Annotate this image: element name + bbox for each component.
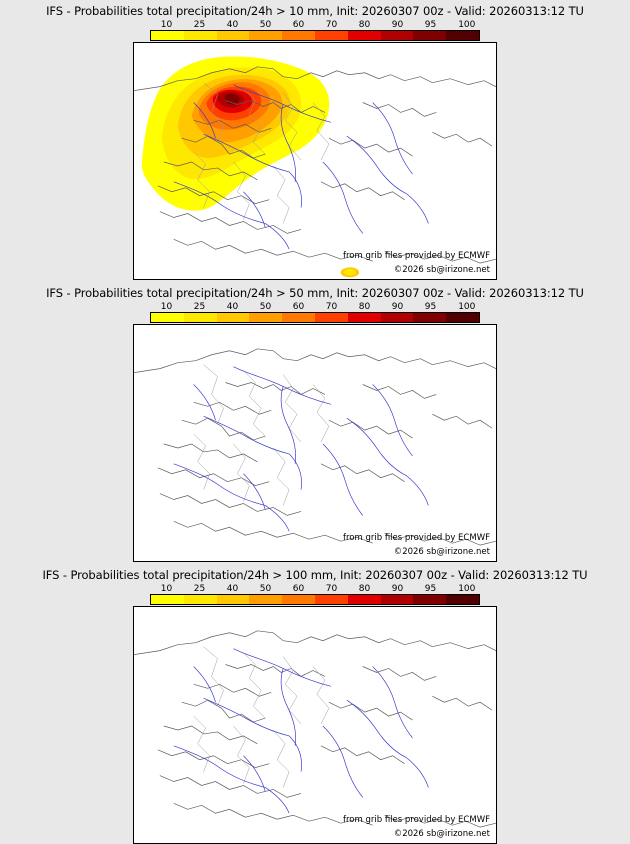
cb-tick-100: 100 — [458, 20, 476, 30]
cb-swatch-9 — [413, 313, 446, 322]
forecast-panel-100mm — [0, 564, 630, 844]
cb-tick-25: 25 — [193, 584, 206, 594]
colorbar-gradient-100mm — [150, 594, 480, 605]
cb-swatch-10 — [446, 31, 479, 40]
cb-swatch-4 — [249, 595, 282, 604]
cb-tick-100: 100 — [458, 584, 476, 594]
cb-swatch-2 — [184, 595, 217, 604]
cb-swatch-2 — [184, 313, 217, 322]
cb-tick-60: 60 — [292, 20, 305, 30]
colorbar-gradient-10mm — [150, 30, 480, 41]
map-graphic-100mm — [134, 607, 496, 843]
cb-tick-60: 60 — [292, 302, 305, 312]
forecast-panel-10mm — [0, 0, 630, 280]
cb-tick-80: 80 — [358, 302, 371, 312]
cb-tick-95: 95 — [424, 584, 437, 594]
cb-swatch-7 — [348, 31, 381, 40]
cb-tick-80: 80 — [358, 584, 371, 594]
cb-swatch-2 — [184, 31, 217, 40]
coastline-layer — [134, 349, 496, 545]
panel-title-50mm: IFS - Probabilities total precipitation/24h > 50 mm, Init: 20260307 00z - Valid: 20260313:12 TU — [46, 286, 584, 300]
credit-ecmwf-50mm: from grib files provided by ECMWF — [343, 533, 490, 543]
cb-swatch-9 — [413, 31, 446, 40]
map-graphic-10mm — [134, 43, 496, 279]
cb-tick-25: 25 — [193, 302, 206, 312]
credit-ecmwf-100mm: from grib files provided by ECMWF — [343, 815, 490, 825]
coastline-layer — [134, 631, 496, 827]
admin-boundaries-layer — [194, 365, 329, 506]
cb-tick-50: 50 — [259, 20, 272, 30]
cb-swatch-1 — [151, 595, 184, 604]
cb-swatch-4 — [249, 313, 282, 322]
cb-tick-70: 70 — [325, 302, 338, 312]
cb-swatch-6 — [315, 31, 348, 40]
colorbar-ticklabels-10mm — [150, 20, 480, 30]
cb-swatch-1 — [151, 313, 184, 322]
cb-swatch-4 — [249, 31, 282, 40]
cb-tick-40: 40 — [226, 584, 239, 594]
colorbar-ticklabels-100mm — [150, 584, 480, 594]
cb-swatch-5 — [282, 595, 315, 604]
cb-swatch-3 — [217, 31, 250, 40]
cb-tick-90: 90 — [391, 584, 404, 594]
admin-boundaries-layer — [194, 647, 329, 788]
panel-title-10mm: IFS - Probabilities total precipitation/24h > 10 mm, Init: 20260307 00z - Valid: 20260313:12 TU — [46, 4, 584, 18]
cb-swatch-10 — [446, 313, 479, 322]
map-graphic-50mm — [134, 325, 496, 561]
probability-shading — [142, 57, 359, 278]
cb-tick-10: 10 — [160, 584, 173, 594]
credit-ecmwf-10mm: from grib files provided by ECMWF — [343, 251, 490, 261]
cb-tick-40: 40 — [226, 302, 239, 312]
cb-swatch-10 — [446, 595, 479, 604]
cb-tick-95: 95 — [424, 302, 437, 312]
river-layer — [174, 367, 429, 532]
cb-swatch-3 — [217, 595, 250, 604]
cb-swatch-8 — [381, 313, 414, 322]
cb-tick-10: 10 — [160, 20, 173, 30]
panel-title-100mm: IFS - Probabilities total precipitation/24h > 100 mm, Init: 20260307 00z - Valid: 20260313:12 TU — [42, 568, 588, 582]
cb-swatch-6 — [315, 313, 348, 322]
credit-copyright-50mm: ©2026 sb@irizone.net — [393, 547, 490, 557]
cb-tick-60: 60 — [292, 584, 305, 594]
colorbar-100mm — [150, 584, 480, 606]
colorbar-ticklabels-50mm — [150, 302, 480, 312]
map-canvas-100mm[interactable] — [133, 606, 497, 844]
cb-tick-50: 50 — [259, 584, 272, 594]
cb-tick-25: 25 — [193, 20, 206, 30]
cb-swatch-8 — [381, 31, 414, 40]
cb-swatch-1 — [151, 31, 184, 40]
cb-tick-95: 95 — [424, 20, 437, 30]
cb-tick-90: 90 — [391, 302, 404, 312]
cb-swatch-7 — [348, 313, 381, 322]
cb-tick-70: 70 — [325, 20, 338, 30]
cb-swatch-9 — [413, 595, 446, 604]
colorbar-10mm — [150, 20, 480, 42]
cb-tick-40: 40 — [226, 20, 239, 30]
cb-tick-100: 100 — [458, 302, 476, 312]
credit-copyright-100mm: ©2026 sb@irizone.net — [393, 829, 490, 839]
cb-tick-90: 90 — [391, 20, 404, 30]
cb-tick-70: 70 — [325, 584, 338, 594]
cb-swatch-8 — [381, 595, 414, 604]
cb-tick-10: 10 — [160, 302, 173, 312]
map-canvas-10mm[interactable] — [133, 42, 497, 280]
colorbar-gradient-50mm — [150, 312, 480, 323]
credit-copyright-10mm: ©2026 sb@irizone.net — [393, 265, 490, 275]
cb-swatch-6 — [315, 595, 348, 604]
cb-tick-80: 80 — [358, 20, 371, 30]
colorbar-50mm — [150, 302, 480, 324]
cb-swatch-3 — [217, 313, 250, 322]
map-canvas-50mm[interactable] — [133, 324, 497, 562]
river-layer — [174, 649, 429, 814]
forecast-panel-50mm — [0, 282, 630, 562]
cb-swatch-5 — [282, 31, 315, 40]
cb-tick-50: 50 — [259, 302, 272, 312]
cb-swatch-5 — [282, 313, 315, 322]
cb-swatch-7 — [348, 595, 381, 604]
